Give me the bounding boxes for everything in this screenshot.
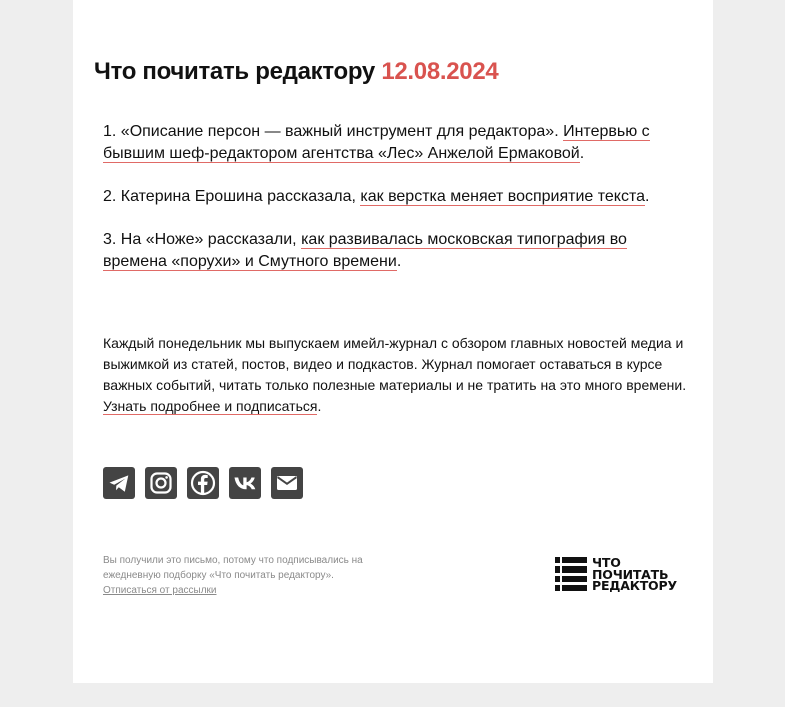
- about-paragraph: [103, 333, 693, 417]
- logo-line: ЧТО: [592, 555, 621, 570]
- item-prefix: 3. На «Ноже» рассказали,: [103, 231, 302, 248]
- subscribe-link[interactable]: Узнать подробнее и подписаться: [103, 398, 318, 414]
- facebook-icon[interactable]: [187, 467, 219, 499]
- reading-list: [103, 121, 663, 294]
- logo-mark-icon: [555, 557, 587, 591]
- list-item: [103, 229, 663, 273]
- item-suffix: .: [396, 253, 402, 270]
- newsletter-card: [73, 0, 713, 683]
- footer-note: [103, 553, 393, 598]
- logo-wordmark: [592, 557, 677, 592]
- list-item: [103, 121, 663, 165]
- instagram-icon[interactable]: [145, 467, 177, 499]
- item-link[interactable]: Интервью с бывшим шеф-редактором агентства «Лес» Анжелой Ермаковой: [103, 123, 650, 162]
- page-title: [94, 58, 498, 86]
- item-suffix: .: [645, 188, 650, 205]
- unsubscribe-link[interactable]: Отписаться от рассылки: [103, 585, 217, 596]
- item-prefix: 1. «Описание персон — важный инструмент для редактора».: [103, 123, 564, 140]
- social-links: [103, 467, 303, 499]
- item-link[interactable]: как верстка меняет восприятие текста: [360, 188, 646, 205]
- title-text: Что почитать редактору: [94, 58, 375, 85]
- logo-line: ПОЧИТАТЬ: [592, 566, 669, 582]
- about-suffix: .: [317, 398, 322, 414]
- footer-text: Вы получили это письмо, потому что подписывались на ежедневную подборку «Что почитать редактору».: [103, 555, 363, 581]
- item-link[interactable]: как развивалась московская типография во времена «порухи» и Смутного времени: [103, 231, 627, 270]
- item-suffix: .: [579, 145, 585, 162]
- email-icon[interactable]: [271, 467, 303, 499]
- about-text: Каждый понедельник мы выпускаем имейл-журнал с обзором главных новостей медиа и выжимкой из статей, постов, видео и подкастов. Журнал помогает оставаться в курсе важных событий, читать только полезные материалы и не тратить на это много времени.: [103, 335, 687, 393]
- vk-icon[interactable]: [229, 467, 261, 499]
- issue-date: 12.08.2024: [381, 58, 499, 85]
- logo-line: РЕДАКТОРУ: [592, 578, 677, 593]
- item-prefix: 2. Катерина Ерошина рассказала,: [103, 188, 361, 205]
- brand-logo: [555, 557, 677, 592]
- list-item: [103, 186, 663, 208]
- telegram-icon[interactable]: [103, 467, 135, 499]
